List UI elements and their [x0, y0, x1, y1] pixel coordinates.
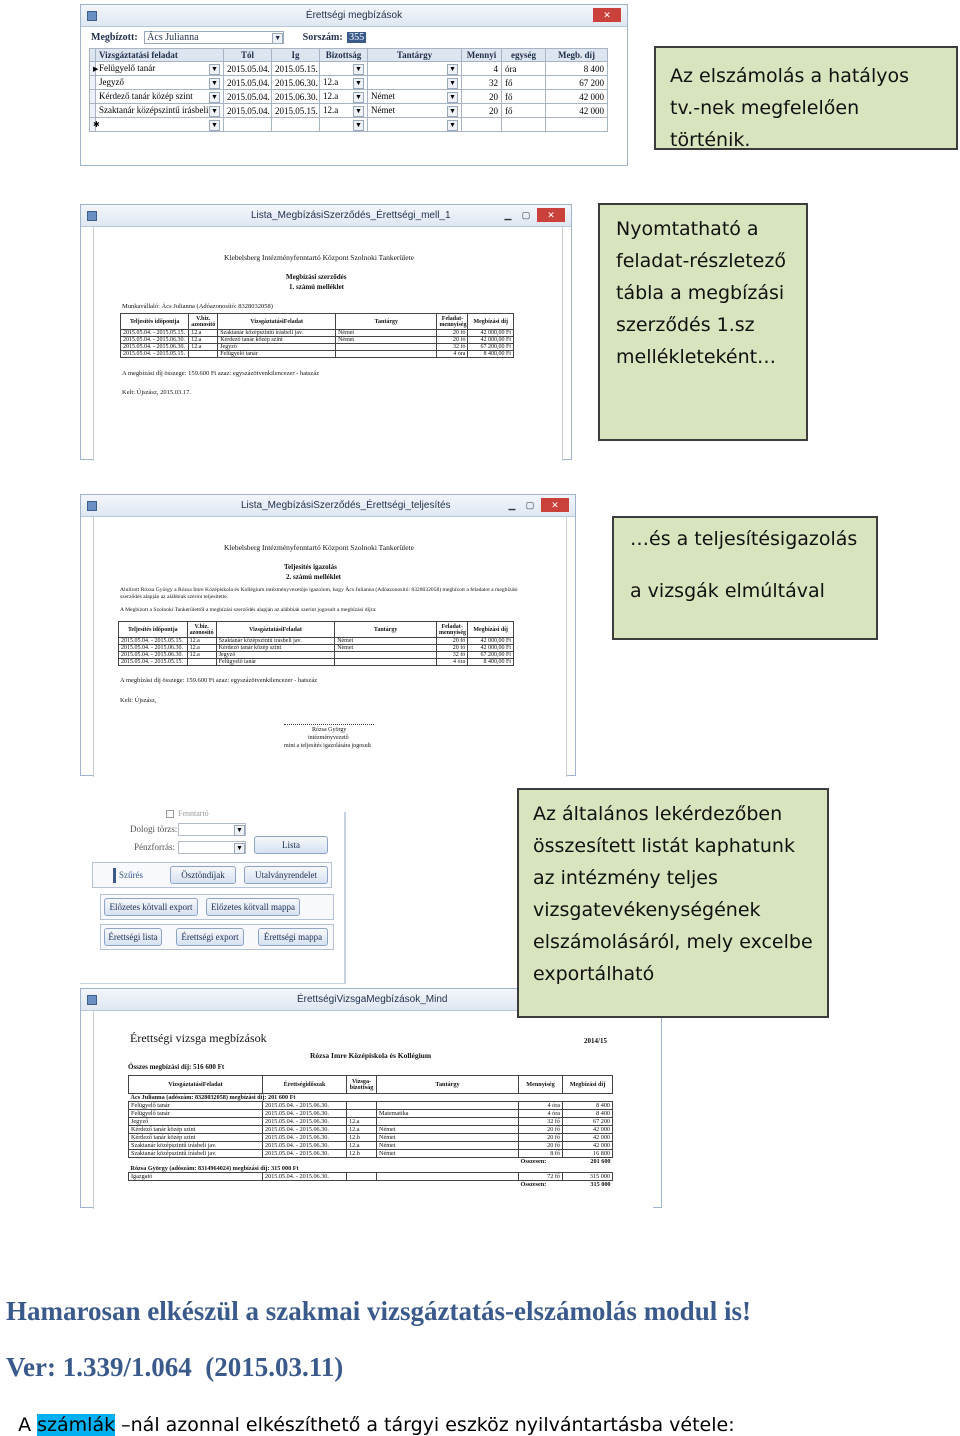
cell: 42 000,00 Ft [468, 638, 514, 645]
chevron-down-icon[interactable]: ▼ [209, 64, 220, 75]
table-row [121, 337, 514, 344]
note-nyomtathato [598, 203, 808, 441]
bizottsag-cell: 12.a [323, 90, 339, 101]
table-row [121, 344, 514, 351]
col-header: Ig [272, 49, 320, 62]
cell: Felügyelő tanár [218, 351, 336, 358]
table-row [119, 638, 514, 645]
report-subtitle: 2. számú melléklet [286, 573, 342, 581]
cell: Szaktanár középszintű írásbeli jav. [218, 330, 336, 337]
cell [187, 659, 216, 666]
signature-name: Rózsa György [312, 727, 347, 733]
table-row [119, 659, 514, 666]
report-year: 2014/15 [584, 1037, 607, 1045]
col-header: Megbízási díj [468, 314, 514, 330]
cell: 12.b [347, 1150, 377, 1158]
mennyi-cell[interactable]: 32 [462, 76, 502, 90]
cell: Német [377, 1134, 519, 1142]
penzforras-label: Pénzforrás: [134, 842, 175, 852]
penzforras-select[interactable] [178, 841, 246, 854]
table-row [129, 1142, 613, 1150]
cell: 2015.05.04. - 2015.06.30. [263, 1118, 347, 1126]
cell: 32 fő [437, 652, 468, 659]
teljesites-report-window [80, 494, 576, 776]
bizottsag-cell: 12.a [323, 76, 339, 87]
chevron-down-icon[interactable]: ▼ [447, 64, 458, 75]
col-header: Megbízási díj [563, 1076, 613, 1094]
signature-role: intézményvezető [308, 735, 349, 741]
sorszam-field[interactable]: 355 [349, 31, 365, 43]
note-elszamolas [654, 46, 958, 150]
report-header-row [119, 622, 514, 638]
window-title: Érettségi megbízások [305, 10, 403, 21]
col-header: Tantárgy [368, 49, 462, 62]
table-row [121, 330, 514, 337]
col-header: Vizsga-bizottság [347, 1076, 377, 1094]
cell: 67 200 [563, 1118, 613, 1126]
maximize-icon[interactable]: ▢ [521, 210, 531, 220]
egyseg-cell[interactable]: fő [502, 76, 546, 90]
col-header: Tantárgy [377, 1076, 519, 1094]
ig-cell[interactable]: 2015.06.30. [272, 76, 320, 90]
cell: 20 fő [437, 337, 468, 344]
table-row[interactable] [90, 90, 608, 104]
cell: Német [377, 1126, 519, 1134]
chevron-down-icon[interactable]: ▼ [353, 106, 364, 117]
col-header: Megbízási díj [468, 622, 514, 638]
chevron-down-icon[interactable]: ▼ [447, 120, 458, 131]
cell [377, 1173, 519, 1181]
szamlak-highlight: számlák [37, 1414, 116, 1436]
sum-value: 315 000 [590, 1181, 611, 1188]
report-page [93, 227, 563, 461]
cell: 12.a [189, 330, 218, 337]
cell: 8 400 [563, 1102, 613, 1110]
elozetes-export-button[interactable]: Előzetes kötvall export [104, 898, 198, 916]
new-row-marker: ✱ [90, 118, 96, 132]
grid-header [90, 49, 608, 62]
window-title: Lista_MegbízásiSzerződés_Érettségi_mell_1 [251, 210, 451, 221]
cell: 12.a [187, 645, 216, 652]
szures-marker [113, 868, 116, 883]
note-text: Az általános lekérdezőben összesített listát kaphatunk az intézmény teljes vizsgatevékenységének elszámolásáról, mely excelbe exportálható [533, 803, 813, 985]
cell: Igazgató [129, 1173, 263, 1181]
chevron-down-icon[interactable]: ▼ [447, 106, 458, 117]
report-heading: Érettségi vizsga megbízások [130, 1031, 267, 1045]
col-header: Teljesítés időpontja [119, 622, 188, 638]
megbizott-value: Ács Julianna [147, 32, 199, 43]
title-bar [81, 495, 575, 517]
cell: 2015.05.04. - 2015.06.30. [121, 337, 189, 344]
col-header: Tól [224, 49, 272, 62]
minimize-icon[interactable]: ▁ [508, 500, 516, 510]
utalvanyrendelet-button[interactable]: Utalványrendelet [244, 866, 328, 884]
close-icon[interactable]: ✕ [537, 208, 565, 222]
table-row [121, 351, 514, 358]
cell [347, 1173, 377, 1181]
cell: Jegyző [216, 652, 335, 659]
dij-cell[interactable]: 42 000 [546, 90, 608, 104]
footer-line-suffix: –nál azonnal elkészíthető a tárgyi eszköz nyilvántartásba vétele: [115, 1414, 735, 1436]
cell: 2015.05.04. - 2015.05.15. [121, 330, 189, 337]
app-icon [87, 995, 97, 1005]
erettsegi-megbizasok-window [80, 4, 628, 166]
cell: 2015.05.04. - 2015.06.30. [119, 645, 188, 652]
sum-value: 201 600 [590, 1158, 611, 1165]
tol-cell[interactable]: 2015.05.04. [224, 62, 272, 76]
app-icon [87, 501, 97, 511]
new-row[interactable] [90, 118, 608, 132]
col-header: Bizottság [320, 49, 368, 62]
cell: Német [335, 638, 437, 645]
signature-sub: mint a teljesítés igazolására jogosult [284, 743, 371, 749]
close-icon[interactable]: ✕ [593, 8, 621, 22]
cell: 42 000 [563, 1126, 613, 1134]
person-row [129, 1165, 613, 1173]
chevron-down-icon[interactable]: ▼ [209, 92, 220, 103]
window-title: ÉrettségiVizsgaMegbízások_Mind [297, 994, 448, 1005]
cell: 20 fő [437, 330, 468, 337]
chevron-down-icon[interactable]: ▼ [447, 78, 458, 89]
erettsegi-lista-button[interactable]: Érettségi lista [104, 928, 162, 946]
egyseg-cell[interactable]: fő [502, 90, 546, 104]
cell: Jegyző [218, 344, 336, 351]
cell: 67 200,00 Ft [468, 652, 514, 659]
cell: 2015.05.04. - 2015.06.30. [263, 1142, 347, 1150]
cell: 12.a [347, 1118, 377, 1126]
cell: 12.a [189, 344, 218, 351]
report-paragraph: Alulírott Rózsa György a Rózsa Imre Középiskola és Kollégium intézményvezetője igazolom, hogy Ács Julianna (Adóazonosító: 8328032058) megbízott a feladatot a megbízási szerződés alapján az alábbiak szerint teljesítette. [120, 587, 518, 600]
chevron-down-icon[interactable]: ▼ [209, 120, 220, 131]
col-header: Teljesítés időpontja [121, 314, 189, 330]
cell: 16 800 [563, 1150, 613, 1158]
cell: Német [336, 337, 437, 344]
cell: 2015.05.04. - 2015.05.15. [119, 638, 188, 645]
note-line: a vizsgák elmúltával [630, 580, 825, 602]
report-page [93, 1011, 653, 1209]
chevron-down-icon[interactable]: ▼ [209, 78, 220, 89]
cell [189, 351, 218, 358]
report-table [120, 313, 514, 358]
sum-label: Összesen: [520, 1181, 547, 1188]
cell: 2015.05.04. - 2015.05.15. [119, 659, 188, 666]
chevron-down-icon[interactable]: ▼ [272, 33, 283, 44]
note-lekerdezo [517, 788, 829, 1018]
col-header: Megb. díj [546, 49, 608, 62]
cell [347, 1110, 377, 1118]
elozetes-mappa-button[interactable]: Előzetes kötvall mappa [206, 898, 300, 916]
cell: 2015.05.04. - 2015.06.30. [263, 1110, 347, 1118]
app-icon [87, 11, 97, 21]
megbizott-label: Megbízott: [91, 31, 138, 43]
ig-cell[interactable]: 2015.05.15. [272, 62, 320, 76]
col-header: VizsgáztatásiFeladat [216, 622, 335, 638]
cell: 4 óra [437, 351, 468, 358]
window-title: Lista_MegbízásiSzerződés_Érettségi_teljesítés [241, 500, 451, 511]
cell [336, 351, 437, 358]
col-header: Mennyiség [519, 1076, 563, 1094]
dij-cell[interactable]: 42 000 [546, 104, 608, 118]
cell: 20 fő [519, 1142, 563, 1150]
sorszam-label: Sorszám: [302, 31, 343, 43]
note-teljesitesigazolas [612, 516, 878, 640]
row-selector[interactable]: ▶ [90, 62, 96, 76]
cell: 8 400,00 Ft [468, 351, 514, 358]
mell1-report-window [80, 204, 572, 460]
panel-top-label [166, 809, 209, 818]
cell: 4 óra [519, 1110, 563, 1118]
tol-cell[interactable]: 2015.05.04. [224, 104, 272, 118]
table-row [129, 1150, 613, 1158]
cell: 42 000,00 Ft [468, 337, 514, 344]
sum-label: Összesen: [520, 1158, 547, 1165]
report-total: Összes megbízási díj: 516 600 Ft [128, 1063, 225, 1071]
checkbox-icon[interactable] [166, 810, 174, 818]
chevron-down-icon[interactable]: ▼ [209, 106, 220, 117]
report-total: A megbízási díj összege: 159.600 Ft azaz: egyszázötvenkilencezer - hatszáz [122, 370, 320, 377]
sum-row [129, 1181, 613, 1189]
megbizasok-grid [89, 48, 608, 132]
cell [336, 344, 437, 351]
cell: 2015.05.04. - 2015.05.15. [121, 351, 189, 358]
sum-row [129, 1158, 613, 1166]
cell: 315 000 [563, 1173, 613, 1181]
col-header: VizsgáztatásiFeladat [129, 1076, 263, 1094]
lekerdezo-panel [80, 809, 346, 984]
report-date: Kelt: Újszász, [120, 697, 157, 704]
bizottsag-cell: 12.a [323, 104, 339, 115]
table-row[interactable] [90, 104, 608, 118]
minimize-icon[interactable]: ▁ [504, 210, 512, 220]
cell: 12.b [347, 1134, 377, 1142]
table-row [129, 1173, 613, 1181]
cell: 20 fő [519, 1134, 563, 1142]
table-row [119, 652, 514, 659]
cell: 20 fő [437, 638, 468, 645]
szures-label: Szűrés [119, 870, 143, 880]
footer-line [6, 1392, 735, 1436]
fenntarto-label: Fenntartó [178, 809, 209, 818]
chevron-down-icon[interactable]: ▼ [353, 64, 364, 75]
table-row [129, 1110, 613, 1118]
cell: Felügyelő tanár [216, 659, 335, 666]
egyseg-cell[interactable]: óra [502, 62, 546, 76]
cell: 42 000 [563, 1134, 613, 1142]
dij-cell[interactable]: 67 200 [546, 76, 608, 90]
cell: 12.a [347, 1126, 377, 1134]
cell: Matematika [377, 1110, 519, 1118]
table-row [129, 1118, 613, 1126]
tol-cell[interactable]: 2015.05.04. [224, 76, 272, 90]
cell [347, 1102, 377, 1110]
cell: 12.a [347, 1142, 377, 1150]
cell: 67 200,00 Ft [468, 344, 514, 351]
table-row [119, 645, 514, 652]
report-subtitle: 1. számú melléklet [289, 283, 345, 291]
cell: Kérdező tanár közép szint [218, 337, 336, 344]
cell: 8 400 [563, 1110, 613, 1118]
chevron-down-icon[interactable]: ▼ [234, 843, 245, 854]
mennyi-cell[interactable]: 20 [462, 90, 502, 104]
cell: Szaktanár középszintű írásbeli jav. [129, 1150, 263, 1158]
cell: 2015.05.04. - 2015.06.30. [263, 1126, 347, 1134]
footer-headline: Hamarosan elkészül a szakmai vizsgáztatás-elszámolás modul is! [6, 1296, 751, 1326]
cell [377, 1118, 519, 1126]
table-row[interactable] [90, 62, 608, 76]
col-header: Tantárgy [335, 622, 437, 638]
cell: 8 400,00 Ft [468, 659, 514, 666]
dologi-select[interactable] [178, 823, 246, 836]
cell: 2015.05.04. - 2015.06.30. [263, 1150, 347, 1158]
close-icon[interactable]: ✕ [541, 498, 569, 512]
tol-cell[interactable]: 2015.05.04. [224, 90, 272, 104]
chevron-down-icon[interactable]: ▼ [234, 825, 245, 836]
cell: 12.a [187, 638, 216, 645]
cell: 8 fő [519, 1150, 563, 1158]
cell: 20 fő [437, 645, 468, 652]
cell: 12.a [187, 652, 216, 659]
report-school: Rózsa Imre Középiskola és Kollégium [310, 1051, 432, 1060]
chevron-down-icon[interactable]: ▼ [353, 92, 364, 103]
note-line: …és a teljesítésigazolás [630, 528, 858, 550]
ig-cell[interactable]: 2015.06.30. [272, 90, 320, 104]
erettsegi-export-button[interactable]: Érettségi export [176, 928, 244, 946]
cell: 20 fő [519, 1126, 563, 1134]
footer-version: Ver: 1.339/1.064 (2015.03.11) [6, 1352, 344, 1382]
cell: Kérdező tanár közép szint [216, 645, 335, 652]
ig-cell[interactable]: 2015.05.15. [272, 104, 320, 118]
report-table [118, 621, 514, 666]
cell: 4 óra [437, 659, 468, 666]
note-text: Az elszámolás a hatályos tv.-nek megfelelően történik. [670, 65, 909, 151]
report-total: A megbízási díj összege: 159.600 Ft azaz: egyszázötvenkilencezer - hatszáz [120, 677, 318, 684]
cell: 42 000 [563, 1142, 613, 1150]
osztondijak-button[interactable]: Ösztöndíjak [170, 866, 236, 884]
col-header: Feladat-mennyiség [437, 622, 468, 638]
col-header: Vizsgáztatási feladat [96, 49, 224, 62]
cell: Német [336, 330, 437, 337]
chevron-down-icon[interactable]: ▼ [353, 120, 364, 131]
col-header: V.biz. azonosító [189, 314, 218, 330]
tantargy-cell: Német [371, 90, 395, 101]
cell [335, 652, 437, 659]
col-header: Feladat-mennyiség [437, 314, 468, 330]
megbizott-row [91, 31, 366, 44]
report-contractor: Munkavállaló: Ács Julianna (Adóazonosító: 8328032058) [122, 303, 273, 310]
cell: Kérdező tanár közép szint [129, 1134, 263, 1142]
cell [377, 1102, 519, 1110]
feladat-cell: Felügyelő tanár [99, 62, 156, 73]
report-header-row [129, 1076, 613, 1094]
signature-line [284, 724, 374, 725]
report-date: Kelt: Újszász, 2015.03.17. [122, 389, 191, 396]
person-row [129, 1094, 613, 1102]
title-bar [81, 5, 627, 27]
cell: 32 fő [437, 344, 468, 351]
lista-button[interactable]: Lista [254, 836, 328, 854]
col-header: Érettségidőszak [263, 1076, 347, 1094]
report-title: Teljesítés igazolás [284, 563, 337, 571]
table-row [129, 1134, 613, 1142]
cell: Felügyelő tanár [129, 1102, 263, 1110]
egyseg-cell[interactable]: fő [502, 104, 546, 118]
tantargy-cell: Német [371, 104, 395, 115]
erettsegi-mappa-button[interactable]: Érettségi mappa [258, 928, 328, 946]
cell: Német [377, 1142, 519, 1150]
report-title: Megbízási szerződés [286, 273, 347, 281]
col-header: Mennyi [462, 49, 502, 62]
table-row [129, 1102, 613, 1110]
col-header: egység [502, 49, 546, 62]
megbizott-select[interactable] [144, 31, 284, 44]
cell: Szaktanár középszintű írásbeli jav. [216, 638, 335, 645]
cell: 42 000,00 Ft [468, 330, 514, 337]
cell: 4 óra [519, 1102, 563, 1110]
feladat-cell: Szaktanár középszintű írásbeli [99, 104, 209, 115]
col-header: V.biz. azonosító [187, 622, 216, 638]
cell: 2015.05.04. - 2015.06.30. [121, 344, 189, 351]
table-row [129, 1126, 613, 1134]
cell [335, 659, 437, 666]
report-page [93, 517, 567, 777]
cell: Német [377, 1150, 519, 1158]
cell: Jegyző [129, 1118, 263, 1126]
cell: 2015.05.04. - 2015.06.30. [263, 1102, 347, 1110]
person-cell: Ács Julianna (adószám: 8328032058) megbízási díj: 201 600 Ft [130, 1094, 296, 1101]
cell: Német [335, 645, 437, 652]
mennyi-cell[interactable]: 4 [462, 62, 502, 76]
cell: 42 000,00 Ft [468, 645, 514, 652]
chevron-down-icon[interactable]: ▼ [447, 92, 458, 103]
report-org: Klebelsberg Intézményfenntartó Központ Szolnoki Tankerülete [224, 543, 414, 552]
app-icon [87, 211, 97, 221]
cell: Szaktanár középszintű írásbeli jav. [129, 1142, 263, 1150]
footer-line-prefix: A [18, 1414, 38, 1436]
cell: 2015.05.04. - 2015.06.30. [119, 652, 188, 659]
cell: 2015.05.04. - 2015.06.30. [263, 1173, 347, 1181]
chevron-down-icon[interactable]: ▼ [353, 78, 364, 89]
col-header: Tantárgy [336, 314, 437, 330]
dij-cell[interactable]: 8 400 [546, 62, 608, 76]
mennyi-cell[interactable]: 20 [462, 104, 502, 118]
feladat-cell: Jegyző [99, 76, 124, 87]
report-table [128, 1075, 613, 1188]
table-row[interactable] [90, 76, 608, 90]
maximize-icon[interactable]: ▢ [525, 500, 535, 510]
feladat-cell: Kérdező tanár közép szint [99, 90, 193, 101]
report-paragraph: A Megbízott a Szolnoki Tankerülettől a megbízási szerződés alapján az alábbiak szerint jogosult a megbízási díjra: [120, 607, 377, 613]
cell: 2015.05.04. - 2015.06.30. [263, 1134, 347, 1142]
report-org: Klebelsberg Intézményfenntartó Központ Szolnoki Tankerülete [224, 253, 414, 262]
cell: Felügyelő tanár [129, 1110, 263, 1118]
report-header-row [121, 314, 514, 330]
mind-report-window [80, 988, 662, 1208]
person-cell: Rózsa György (adószám: 8314964024) megbízási díj: 315 000 Ft [130, 1165, 299, 1172]
cell: Kérdező tanár közép szint [129, 1126, 263, 1134]
cell: 12.a [189, 337, 218, 344]
title-bar [81, 205, 571, 227]
cell: 72 fő [519, 1173, 563, 1181]
cell: 32 fő [519, 1118, 563, 1126]
col-header: VizsgáztatásiFeladat [218, 314, 336, 330]
note-text: Nyomtatható a feladat-részletező tábla a megbízási szerződés 1.sz mellékleteként… [616, 218, 786, 368]
dologi-label: Dologi törzs: [130, 824, 178, 834]
